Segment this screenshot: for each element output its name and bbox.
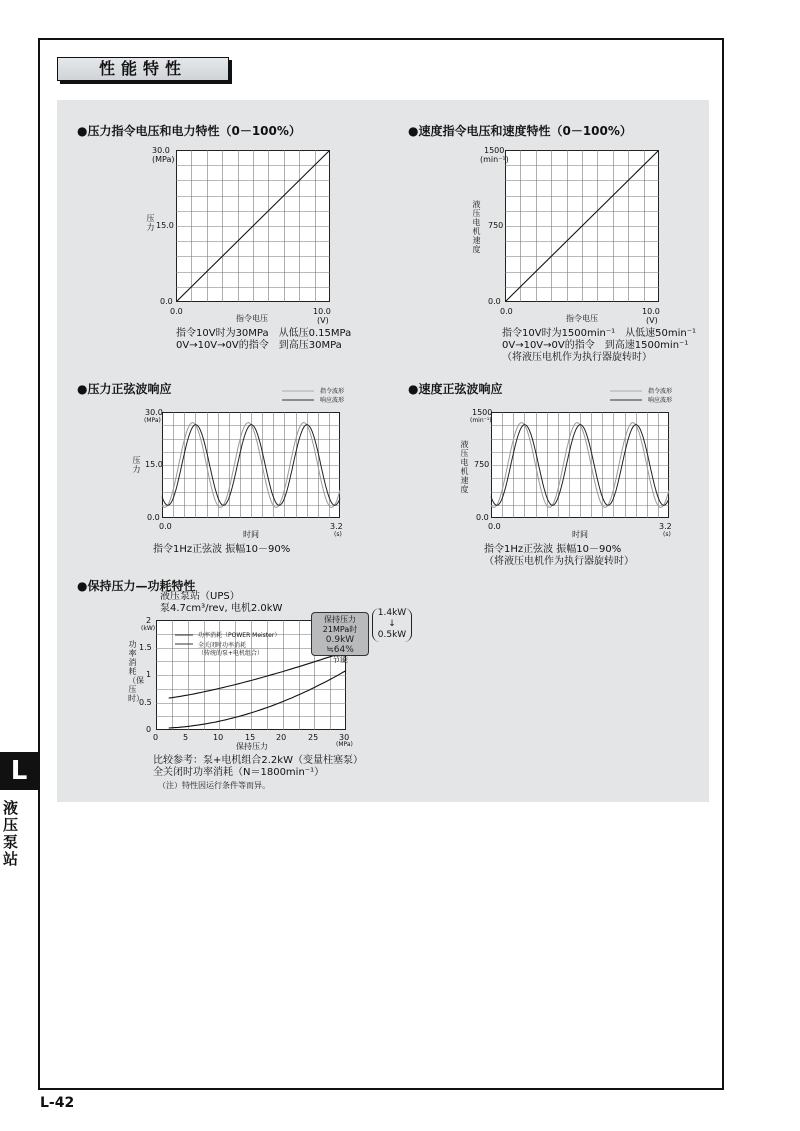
chart4-ytick-mid: 750: [474, 460, 490, 469]
chart4-ytick-bottom: 0.0: [476, 513, 489, 522]
chart1-ytick-mid: 15.0: [156, 221, 174, 230]
chart3-xlabel: 时间: [243, 530, 259, 539]
chart3-plot: [162, 412, 340, 518]
bubble-line-2: 0.9kW: [325, 635, 355, 645]
section-tab: L: [0, 752, 38, 790]
chart2-note-2: 0V→10V→0V的指令 到高速1500min⁻¹: [502, 340, 689, 351]
chart1-yunit: (MPa): [152, 155, 175, 164]
chart2-xtick-start: 0.0: [500, 307, 513, 316]
chart2-yunit: (min⁻¹): [480, 155, 509, 164]
chart5-yunit: (kW): [141, 625, 156, 632]
chart2-ytick-mid: 750: [488, 221, 504, 230]
section-side-label: 液压泵站: [3, 799, 19, 868]
chart2-note-3: （将液压电机作为执行器旋转时）: [502, 352, 652, 363]
chart2-ytick-top: 1500: [484, 146, 505, 155]
chart4-legend-2: 响应波形: [648, 397, 673, 404]
bubble-line-4: 节能: [332, 655, 348, 664]
chart5-note-1: 比较参考：泵+电机组合2.2kW（变量柱塞泵）: [153, 755, 363, 766]
chart3-xunit: (s): [334, 531, 342, 538]
chart2-note-1: 指令10V时为1500min⁻¹ 从低速50min⁻¹: [502, 328, 697, 339]
paren-arrow: ↓: [388, 619, 396, 629]
chart1-ytick-bottom: 0.0: [160, 297, 173, 306]
chart3-ytick-bottom: 0.0: [147, 513, 160, 522]
chart5-ytick-0-5: 0.5: [139, 698, 152, 707]
chart4-legend-1: 指令波形: [648, 388, 673, 395]
chart1-xunit: (V): [317, 316, 329, 325]
section-title: 性能特性: [57, 57, 229, 81]
chart2-xlabel: 指令电压: [566, 314, 598, 323]
chart5-sub-2: 泵4.7cm³/rev, 电机2.0kW: [160, 603, 283, 614]
chart3-yunit: (MPa): [144, 417, 161, 424]
chart5-xtick-15: 15: [245, 733, 256, 742]
chart5-ytick-0: 0: [146, 725, 152, 734]
chart1-note-2: 0V→10V→0V的指令 到高压30MPa: [176, 340, 342, 351]
bubble-line-3: ≒64%: [326, 645, 354, 655]
chart2-title: ●速度指令电压和速度特性（0－100%）: [408, 124, 632, 138]
chart2-xunit: (V): [646, 316, 658, 325]
chart4-title: ●速度正弦波响应: [408, 382, 503, 396]
chart3-xtick-end: 3.2: [330, 522, 343, 531]
chart5-reduction-note: [372, 608, 412, 642]
chart1-plot: [176, 150, 330, 302]
chart5-legend-3: （传统的泵+电机组合）: [198, 650, 264, 657]
chart5-legend-1: 功率消耗（POWER Meister）: [198, 632, 281, 639]
chart3-title: ●压力正弦波响应: [77, 382, 172, 396]
chart5-ytick-1: 1: [146, 670, 152, 679]
chart3-ytick-mid: 15.0: [145, 460, 163, 469]
chart3-legend-2: 响应波形: [320, 397, 345, 404]
chart3-ytick-top: 30.0: [145, 408, 163, 417]
chart5-ylabel: 功率消耗（保压时）: [128, 640, 144, 703]
chart2-ylabel: 液压电机速度: [472, 200, 481, 254]
chart5-title: ●保持压力—功耗特性: [77, 579, 196, 593]
chart1-xtick-end: 10.0: [313, 307, 331, 316]
chart4-yunit: (min⁻¹): [470, 417, 492, 424]
chart3-ylabel: 压力: [132, 456, 141, 474]
page-number: L-42: [40, 1095, 75, 1111]
chart4-xlabel: 时间: [572, 530, 588, 539]
chart5-legend-2: 全关闭时功率消耗: [198, 642, 247, 649]
chart4-note-2: （将液压电机作为执行器旋转时）: [484, 556, 634, 567]
chart2-plot: [505, 150, 659, 302]
chart2-ytick-bottom: 0.0: [488, 297, 501, 306]
chart4-xtick-end: 3.2: [659, 522, 672, 531]
chart5-xtick-10: 10: [213, 733, 224, 742]
bubble-line-1: 保持压力21MPa时: [322, 615, 358, 634]
chart5-ytick-1-5: 1.5: [139, 643, 152, 652]
chart1-xlabel: 指令电压: [236, 314, 268, 323]
chart1-ytick-top: 30.0: [152, 146, 170, 155]
chart5-xtick-0: 0: [153, 733, 159, 742]
chart5-xtick-25: 25: [308, 733, 319, 742]
chart3-note-1: 指令1Hz正弦波 振幅10－90%: [153, 544, 291, 555]
chart3-legend-1: 指令波形: [320, 388, 345, 395]
chart1-note-1: 指令10V时为30MPa 从低压0.15MPa: [176, 328, 352, 339]
chart1-xtick-start: 0.0: [170, 307, 183, 316]
chart3-frame: [163, 413, 340, 518]
paren-line-1: 1.4kW: [377, 608, 407, 618]
chart5-savings-bubble: [311, 612, 369, 664]
chart4-xtick-start: 0.0: [488, 522, 501, 531]
chart2-xtick-end: 10.0: [642, 307, 660, 316]
chart4-note-1: 指令1Hz正弦波 振幅10－90%: [484, 544, 622, 555]
chart5-xtick-30: 30: [339, 733, 350, 742]
paren-line-3: 0.5kW: [377, 630, 407, 640]
chart5-xtick-5: 5: [183, 733, 189, 742]
chart5-ytick-2: 2: [146, 616, 152, 625]
chart1-title: ●压力指令电压和电力特性（0－100%）: [77, 124, 301, 138]
chart5-legend-lines: [175, 632, 195, 646]
chart4-frame: [492, 413, 669, 518]
chart5-xunit: (MPa): [336, 741, 353, 748]
chart1-ylabel: 压力: [146, 214, 155, 232]
chart4-legend-lines: [610, 388, 644, 404]
chart4-ylabel: 液压电机速度: [460, 440, 469, 494]
chart5-sub-1: 液压泵站（UPS）: [160, 591, 240, 602]
chart5-note-2: 全关闭时功率消耗（N＝1800min⁻¹）: [153, 767, 325, 778]
chart5-note-3: （注）特性因运行条件等而异。: [158, 781, 270, 790]
chart3-legend-lines: [282, 388, 316, 404]
chart4-xunit: (s): [663, 531, 671, 538]
chart5-xtick-20: 20: [276, 733, 287, 742]
chart4-plot: [491, 412, 669, 518]
chart5-xlabel: 保持压力: [236, 742, 268, 751]
chart4-ytick-top: 1500: [472, 408, 493, 417]
chart3-xtick-start: 0.0: [159, 522, 172, 531]
